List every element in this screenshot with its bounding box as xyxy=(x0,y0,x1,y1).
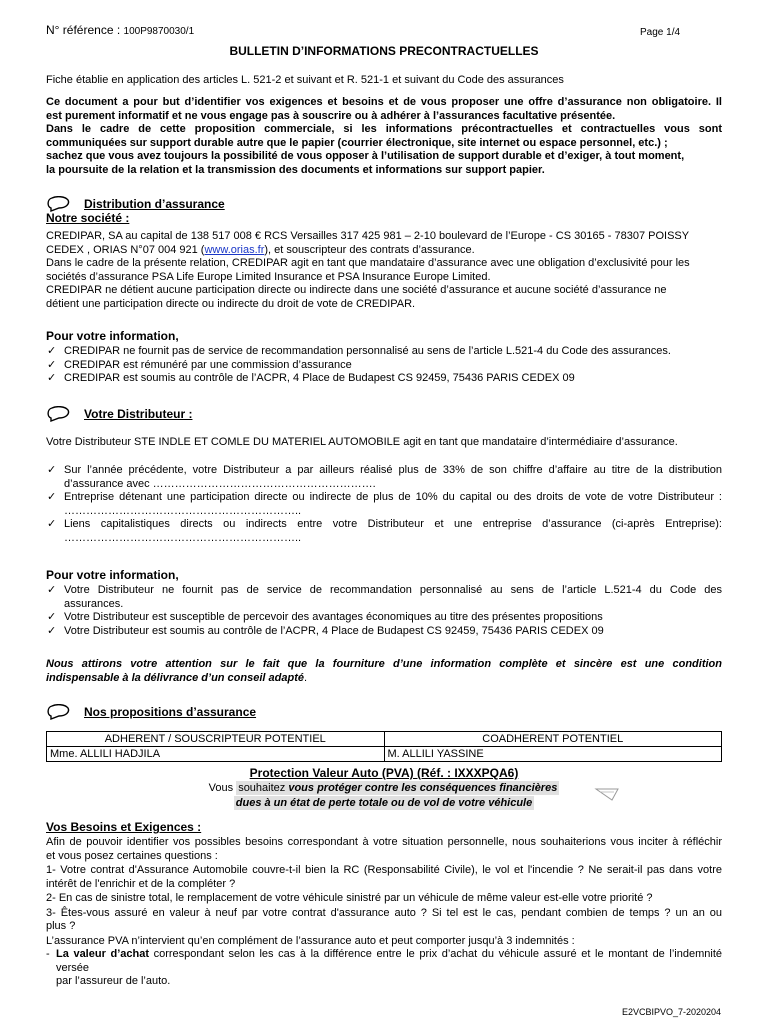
wish-bold: vous protéger contre les conséquences financières xyxy=(288,782,558,794)
distributeur-facts-list xyxy=(46,464,722,545)
intro-line: sachez que vous avez toujours la possibilité de vous opposer à l’utilisation de support durable et d’exiger, à tout moment, xyxy=(46,150,685,162)
attention-line-2 xyxy=(46,672,722,686)
societe-line: sociétés d’assurance PSA Life Europe Limited Insurance et PSA Insurance Europe Limited. xyxy=(46,270,491,283)
besoins-heading: Vos Besoins et Exigences : xyxy=(46,820,202,834)
distributeur-info-list xyxy=(46,584,722,638)
checkmark-icon: ✓ xyxy=(47,345,57,357)
list-item-text-cont: ……………………………………………………….. xyxy=(64,504,302,517)
besoins-line: 3- Êtes-vous assuré en valeur à neuf par votre contrat d'assurance auto ? Si tel est le cas, pendant combien de temps ? un an ou xyxy=(46,906,722,919)
wish-pre: Vous xyxy=(208,782,237,794)
attention-line: Nous attirons votre attention sur le fait que la fourniture d’une information complète et sincère est une condition xyxy=(46,658,722,670)
besoins-bullet-line xyxy=(56,948,722,975)
table-header-row xyxy=(47,732,722,747)
besoins-line: 2- En cas de sinistre total, le remplacement de votre véhicule sinistré par un véhicule de même valeur est-elle votre priorité ? xyxy=(46,892,653,904)
besoins-bullet-bold: La valeur d’achat xyxy=(56,948,149,960)
societe-line-orias xyxy=(46,244,722,258)
societe-line: détient une participation directe ou indirecte du droit de vote de CREDIPAR. xyxy=(46,297,416,310)
speech-bubble-icon xyxy=(46,196,70,212)
list-item-text: Liens capitalistiques directs ou indirects entre votre Distributeur et une entreprise d’assurance (ci-après Entreprise): xyxy=(64,518,722,530)
intro-line: Ce document a pour but d’identifier vos exigences et besoins et de vous proposer une offre d’assurance non obligatoire. Il xyxy=(46,96,722,108)
product-wish xyxy=(0,782,768,810)
wish-highlight xyxy=(236,781,559,795)
reference-label xyxy=(46,24,194,39)
list-item-text: Votre Distributeur ne fournit pas de service de recommandation personnalisé au sens de l’article L.521-4 du Code des xyxy=(64,584,722,596)
checkmark-icon: ✓ xyxy=(47,518,57,530)
comment-pen-icon xyxy=(594,786,620,802)
besoins-bullet-line-2: par l’assureur de l’auto. xyxy=(56,975,171,987)
speech-bubble-icon xyxy=(46,704,70,720)
list-item-text: CREDIPAR ne fournit pas de service de recommandation personnalisé au sens de l’article L.521-4 du Code des assurances. xyxy=(64,345,671,357)
societe-details xyxy=(46,230,722,311)
besoins-line: 1- Votre contrat d'Assurance Automobile couvre-t-il bien la RC (Responsabilité Civile), le vol et l'incendie ? Ne serait-il pas dans votre xyxy=(46,864,722,876)
intro-subtitle: Fiche établie en application des articles L. 521-2 et suivant et R. 521-1 et suivant du Code des assurances xyxy=(46,74,564,86)
list-item xyxy=(46,464,722,491)
product-title: Protection Valeur Auto (PVA) (Réf. : IXXXPQA6) xyxy=(249,766,519,780)
table-cell-adherent: Mme. ALLILI HADJILA xyxy=(47,747,385,762)
societe-line: CREDIPAR ne détient aucune participation directe ou indirecte dans une société d’assurance et aucune société d’assurance ne xyxy=(46,284,667,296)
attention-line-text: indispensable à la délivrance d’un conseil adapté xyxy=(46,671,304,684)
distributeur-name: STE INDLE ET COMLE DU MATERIEL AUTOMOBILE xyxy=(134,436,401,448)
list-item-text: Votre Distributeur est soumis au contrôle de l’ACPR, 4 Place de Budapest CS 92459, 75436 PARIS CEDEX 09 xyxy=(64,624,604,637)
besoins-line: plus ? xyxy=(46,920,76,932)
list-item xyxy=(46,345,722,359)
orias-link[interactable]: www.orias.fr xyxy=(204,243,265,256)
credipar-info-list xyxy=(46,345,722,386)
wish-bold-2: dues à un état de perte totale ou de vol de votre véhicule xyxy=(235,796,533,809)
attention-line-end: . xyxy=(303,671,308,684)
speech-bubble-icon xyxy=(46,406,70,422)
wish-line-2 xyxy=(0,797,768,811)
attention-note xyxy=(46,658,722,685)
page-number: Page 1/4 xyxy=(640,27,681,38)
reference-label-text: N° référence : xyxy=(46,23,121,37)
besoins-text xyxy=(46,836,722,989)
besoins-line: intérêt de l'enrichir et de la compléter ? xyxy=(46,877,236,890)
distributeur-intro xyxy=(46,436,678,450)
table-header-cell: COADHERENT POTENTIEL xyxy=(384,732,722,747)
checkmark-icon: ✓ xyxy=(47,372,57,384)
table-header-cell: ADHERENT / SOUSCRIPTEUR POTENTIEL xyxy=(47,732,385,747)
subscriber-table xyxy=(46,731,722,762)
list-item-text-cont: assurances. xyxy=(64,597,124,610)
list-item-text: Sur l’année précédente, votre Distributeur a par ailleurs réalisé plus de 33% de son chiffre d’affaire au titre de la distribution xyxy=(64,464,722,476)
reference-number: 100P9870030/1 xyxy=(123,26,195,37)
checkmark-icon: ✓ xyxy=(47,624,57,637)
list-item-text-cont: ……………………………………………………….. xyxy=(64,531,302,544)
dash-bullet-icon: - xyxy=(46,948,50,960)
wish-mid: souhaitez xyxy=(238,782,286,794)
info-label-credipar: Pour votre information, xyxy=(46,329,179,343)
besoins-bullet-rest: correspondant selon les cas à la différence entre le prix d’achat du véhicule assuré et le montant de l’indemnité versée xyxy=(56,948,722,974)
footer-doc-code: E2VCBIPVO_7-2020204 xyxy=(622,1007,722,1017)
list-item-text: Votre Distributeur est susceptible de percevoir des avantages économiques au titre des présentes propositions xyxy=(64,611,603,623)
checkmark-icon: ✓ xyxy=(47,358,57,371)
besoins-line: Afin de pouvoir identifier vos possibles besoins correspondant à votre situation personnelle, nous souhaiterions vous inciter à réfléchir xyxy=(46,836,722,848)
section-propositions-title: Nos propositions d’assurance xyxy=(84,705,257,719)
list-item xyxy=(46,518,722,545)
besoins-line: et vous posez certaines questions : xyxy=(46,849,218,862)
besoins-line: L’assurance PVA n’intervient qu’en complément de l’assurance auto et peut comporter jusqu’à 3 indemnités : xyxy=(46,934,575,947)
section-distribution-title: Distribution d’assurance xyxy=(84,197,225,211)
list-item xyxy=(46,359,722,373)
section-distributeur-title: Votre Distributeur : xyxy=(84,407,193,421)
societe-label: Notre société : xyxy=(46,211,130,225)
intro-notice xyxy=(46,96,722,177)
list-item xyxy=(46,611,722,625)
list-item-text: CREDIPAR est rémunéré par une commission d’assurance xyxy=(64,358,352,371)
intro-line: communiquées sur support durable autre que le papier (courrier électronique, site internet ou espace personnel, etc.) ; xyxy=(46,136,668,149)
societe-line: Dans le cadre de la présente relation, CREDIPAR agit en tant que mandataire d’assurance avec une obligation d’exclusivité pour les xyxy=(46,257,690,269)
wish-line-1 xyxy=(0,782,768,796)
distributeur-intro-post: agit en tant que mandataire d’intermédiaire d’assurance. xyxy=(403,436,678,448)
checkmark-icon: ✓ xyxy=(47,611,57,623)
page-title: BULLETIN D’INFORMATIONS PRECONTRACTUELLES xyxy=(229,44,539,58)
list-item-text: Entreprise détenant une participation directe ou indirecte de plus de 10% du capital ou des droits de vote de votre Distributeur : xyxy=(64,491,722,503)
table-row xyxy=(47,747,722,762)
list-item-text-cont: d’assurance avec ……………………………………………………. xyxy=(64,477,376,490)
orias-text-post: ), et souscripteur des contrats d’assurance. xyxy=(264,243,475,256)
orias-text-pre: CEDEX , ORIAS N°07 004 921 ( xyxy=(46,243,205,256)
intro-line: la poursuite de la relation et la transmission des documents et informations sur support papier. xyxy=(46,163,545,176)
list-item-text: CREDIPAR est soumis au contrôle de l’ACPR, 4 Place de Budapest CS 92459, 75436 PARIS CEDEX 09 xyxy=(64,372,575,384)
list-item xyxy=(46,625,722,639)
checkmark-icon: ✓ xyxy=(47,464,57,476)
intro-line: est purement informatif et ne vous engage pas à souscrire ou à adhérer à l’assurances facultative présentée. xyxy=(46,109,616,122)
info-label-distributeur: Pour votre information, xyxy=(46,568,179,582)
checkmark-icon: ✓ xyxy=(47,584,57,596)
list-item xyxy=(46,584,722,611)
societe-line: CREDIPAR, SA au capital de 138 517 008 € RCS Versailles 317 425 981 – 2-10 boulevard de l’Europe - CS 30165 - 78307 POISSY xyxy=(46,230,690,242)
intro-line: Dans le cadre de cette proposition commerciale, si les informations précontractuelles et contractuelles vous sont xyxy=(46,123,722,135)
besoins-bullet xyxy=(46,948,722,989)
distributeur-intro-pre: Votre Distributeur xyxy=(46,436,131,448)
table-cell-coadherent: M. ALLILI YASSINE xyxy=(384,747,722,762)
list-item xyxy=(46,372,722,386)
checkmark-icon: ✓ xyxy=(47,491,57,503)
list-item xyxy=(46,491,722,518)
